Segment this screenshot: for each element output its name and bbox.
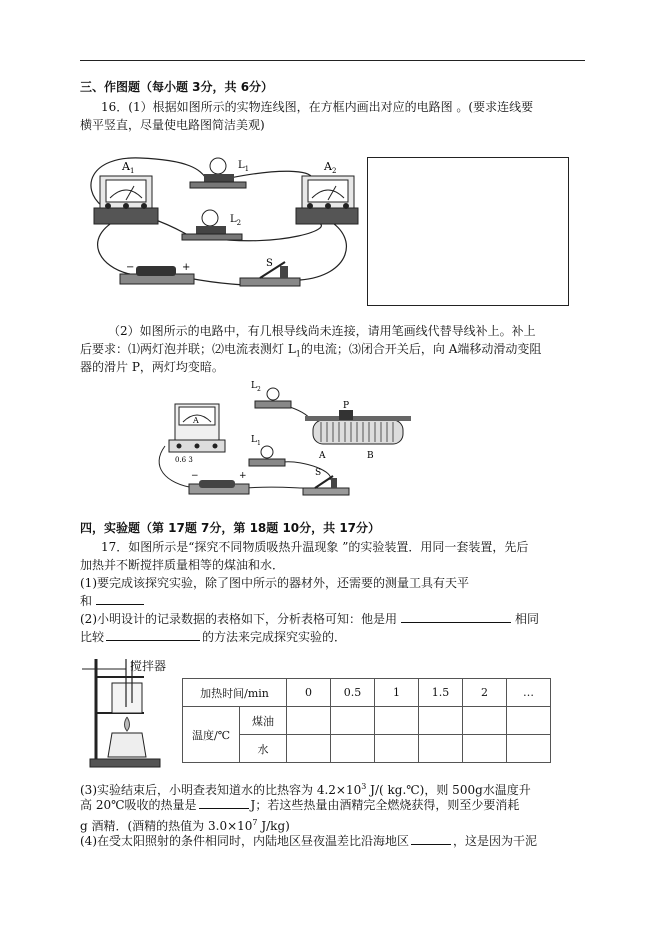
- fig2-plus-label: +: [239, 471, 247, 481]
- fig2-minus-label: −: [191, 471, 199, 481]
- lamp1-label: $L_1$: [238, 160, 250, 173]
- fig2-switch-label: S: [315, 468, 322, 478]
- q17-p3-line2: 高 20℃吸收的热量是 J；若这些热量由酒精完全燃烧获得，则至少要消耗: [80, 798, 520, 812]
- blank-q17-3a[interactable]: [199, 796, 249, 809]
- switch-label: S: [266, 258, 273, 269]
- data-cell[interactable]: [375, 735, 419, 763]
- q16-part2-line1: （2）如图所示的电路中，有几根导线尚未连接，请用笔画线代替导线补上。补上: [108, 324, 536, 338]
- blank-q17-1[interactable]: [96, 592, 144, 605]
- data-cell[interactable]: [463, 735, 507, 763]
- circuit-figure-2: [155, 376, 415, 506]
- ammeter-a2: [296, 176, 358, 224]
- battery-plus-label: +: [182, 262, 191, 273]
- data-cell[interactable]: [287, 735, 331, 763]
- table-row: [183, 679, 551, 707]
- q17-p3-line1: (3)实验结束后，小明查表知道水的比热容为 $4.2\times 10^3$ J/( kg.℃)，则 500g水温度升: [80, 782, 531, 797]
- q17-line2: 加热并不断搅拌质量相等的煤油和水．: [80, 558, 285, 572]
- q17-line1: 17．如图所示是“探究不同物质吸热升温现象 ”的实验装置．用同一套装置，先后: [101, 540, 529, 554]
- battery: [189, 480, 249, 494]
- row-label-water: 水: [240, 735, 287, 763]
- circuit-figure-1: [80, 148, 360, 298]
- blank-q17-4[interactable]: [411, 832, 451, 845]
- table-row: [183, 707, 551, 735]
- time-cell: 0: [287, 679, 331, 707]
- q17-p3-line3: g 酒精．(酒精的热值为 $3.0\times 10^7$ J/kg): [80, 818, 290, 833]
- fig2-lamp1-label: $L_1$: [251, 435, 261, 447]
- data-cell[interactable]: [507, 735, 551, 763]
- data-cell[interactable]: [331, 707, 375, 735]
- ammeter1-label: $A_1$: [122, 160, 135, 175]
- lamp-l1: [249, 446, 285, 466]
- answer-box[interactable]: [367, 157, 569, 306]
- time-cell: 1: [375, 679, 419, 707]
- data-cell[interactable]: [331, 735, 375, 763]
- q16-part1-line1: 16．(1）根据如图所示的实物连线图，在方框内画出对应的电路图 。(要求连线要: [101, 100, 534, 114]
- ammeter2-label: $A_2$: [324, 160, 337, 175]
- data-cell[interactable]: [287, 707, 331, 735]
- rheostat: [305, 410, 411, 444]
- fig2-lamp2-label: $L_2$: [251, 381, 261, 393]
- temp-label: 温度/℃: [183, 707, 240, 763]
- blank-q17-2a[interactable]: [401, 610, 511, 623]
- time-header: 加热时间/min: [183, 679, 287, 707]
- stirrer-label: 搅拌器: [130, 659, 167, 673]
- section3-heading: 三、作图题（每小题 3分，共 6分）: [80, 80, 274, 94]
- time-cell: 2: [463, 679, 507, 707]
- data-cell[interactable]: [463, 707, 507, 735]
- end-b-label: B: [367, 451, 374, 461]
- q17-p1-line2: 和: [80, 592, 144, 610]
- end-a-label: A: [319, 451, 326, 461]
- switch: [303, 476, 349, 495]
- record-table: [182, 678, 551, 763]
- battery-minus-label: −: [126, 262, 135, 273]
- header-rule: [80, 60, 585, 61]
- data-cell[interactable]: [419, 735, 463, 763]
- meter-scale: 0.6 3: [175, 456, 193, 464]
- blank-q17-2b[interactable]: [106, 628, 200, 641]
- ammeter-a1: [94, 176, 158, 224]
- time-cell: …: [507, 679, 551, 707]
- q16-part2-line2: 后要求：⑴两灯泡并联；⑵电流表测灯 $L_1$的电流；⑶闭合开关后，向 A端移动滑动变阻: [80, 342, 542, 359]
- q16-part2-line3: 器的滑片 P，两灯均变暗。: [80, 360, 224, 374]
- meter-label: A: [193, 416, 199, 425]
- data-cell[interactable]: [507, 707, 551, 735]
- q17-p2-line2: 比较 的方法来完成探究实验的．: [80, 630, 347, 644]
- data-cell[interactable]: [375, 707, 419, 735]
- q17-p1-line1: (1)要完成该探究实验，除了图中所示的器材外，还需要的测量工具有天平: [80, 576, 470, 590]
- q17-p4-line1: (4)在受太阳照射的条件相同时，内陆地区昼夜温差比沿海地区 ，这是因为干泥: [80, 834, 538, 848]
- ammeter: [169, 404, 225, 452]
- data-cell[interactable]: [419, 707, 463, 735]
- slider-p-label: P: [343, 401, 350, 411]
- q17-p2-line1: (2)小明设计的记录数据的表格如下，分析表格可知：他是用 相同: [80, 612, 540, 626]
- q16-part1-line2: 横平竖直，尽量使电路图简洁美观): [80, 118, 265, 132]
- time-cell: 1.5: [419, 679, 463, 707]
- section4-heading: 四，实验题（第 17题 7分，第 18题 10分，共 17分）: [80, 521, 381, 535]
- time-cell: 0.5: [331, 679, 375, 707]
- row-label-kerosene: 煤油: [240, 707, 287, 735]
- lamp2-label: $L_2$: [230, 214, 242, 227]
